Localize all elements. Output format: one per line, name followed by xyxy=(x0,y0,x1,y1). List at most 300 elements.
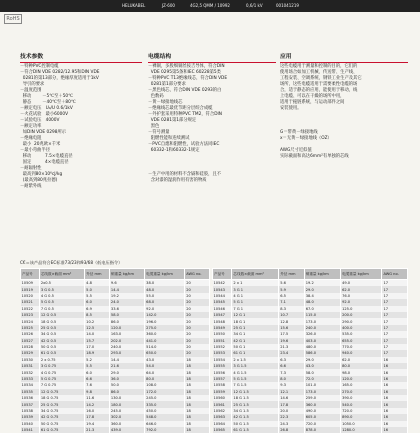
struct-item: 阻燃性能和连续测试 xyxy=(148,136,190,141)
table-cell: 80.0 xyxy=(341,363,382,369)
technical-data-section xyxy=(20,54,142,190)
table-cell: 10535 xyxy=(21,389,40,395)
table-cell: 120.0 xyxy=(341,376,382,382)
tech-item: －试验电压 4000V xyxy=(20,118,60,123)
tech-item: 最小 20兆欧×千米 xyxy=(20,142,61,147)
table-cell: 720.0 xyxy=(341,408,382,414)
table-cell: 18 xyxy=(185,357,210,363)
table-cell: 450.0 xyxy=(145,408,185,414)
table-cell: 50 G 1 xyxy=(232,344,279,350)
table-cell: 20 xyxy=(185,338,210,344)
table-cell: 6.6 xyxy=(85,376,110,382)
table-cell: 10564 xyxy=(213,421,232,427)
table-cell: 18 G 1 xyxy=(232,318,279,324)
table-cell: 5 G 1.5 xyxy=(232,376,279,382)
table-cell: 548.0 xyxy=(145,414,185,420)
table-cell: 86.0 xyxy=(109,389,144,395)
table-cell: 17 xyxy=(382,331,408,337)
table-cell: 18.9 xyxy=(85,350,110,356)
table-cell: 19.2 xyxy=(109,293,144,299)
table-cell: 245.0 xyxy=(109,408,144,414)
table-cell: 17.0 xyxy=(85,344,110,350)
table-cell: 10527 xyxy=(21,338,40,344)
table-cell: 10542 xyxy=(213,280,232,287)
table-cell: 43.0 xyxy=(304,363,340,369)
cable-print-banner xyxy=(0,0,420,12)
table-row xyxy=(213,427,408,433)
table-cell: 18 G 1.5 xyxy=(232,395,279,401)
table-cell: 29.0 xyxy=(304,357,340,363)
table-cell: 17 xyxy=(382,325,408,331)
tech-item: －符合DIN VDE 0282/12.95和DIN VDE xyxy=(20,70,100,75)
table-cell: 58.0 xyxy=(304,369,340,375)
app-item: 使用场合如加工机械、传送带、生产线、 xyxy=(280,70,358,75)
table-header-cell: 芯线数×截面 mm² xyxy=(232,269,279,280)
table-cell: 14.0 xyxy=(85,331,110,337)
table-cell: 293.0 xyxy=(109,350,144,356)
table-cell: 34 G 1 xyxy=(232,331,279,337)
table-cell: 439.0 xyxy=(109,427,144,433)
table-cell: 12 G 1.5 xyxy=(232,389,279,395)
table-cell: 173.0 xyxy=(304,318,340,324)
table-cell: 18 xyxy=(185,376,210,382)
table-cell: 43.0 xyxy=(145,357,185,363)
table-cell: 2 x 1.5 xyxy=(232,357,279,363)
tech-item: －火花试验 最小6000V xyxy=(20,112,69,117)
table-cell: 17 xyxy=(382,280,408,287)
table-cell: 400.0 xyxy=(341,325,382,331)
table-cell: 390.0 xyxy=(341,395,382,401)
tech-item: －温度范围 xyxy=(20,88,42,93)
tech-item: －最小弯曲半径 xyxy=(20,148,51,153)
table-cell: 16 xyxy=(382,363,408,369)
table-cell: 120.0 xyxy=(109,325,144,331)
table-cell: 54.0 xyxy=(145,363,185,369)
table-cell: 10544 xyxy=(213,293,232,299)
table-cell: 5.2 xyxy=(85,357,110,363)
table-cell: 50 G 0.75 xyxy=(39,421,84,427)
table-cell: 10534 xyxy=(21,382,40,388)
table-cell: 20 xyxy=(185,293,210,299)
table-cell: 25 G 1 xyxy=(232,325,279,331)
table-cell: 5 G 0.5 xyxy=(39,299,84,305)
table-cell: 10526 xyxy=(21,331,40,337)
cable-structure-title: 电缆结构 xyxy=(148,54,276,63)
table-cell: 10557 xyxy=(213,376,232,382)
table-cell: 10549 xyxy=(213,325,232,331)
table-cell: 61 G 0.75 xyxy=(39,427,84,433)
tech-item: 0281的第13部分，绝缘厚度适用于1kV xyxy=(20,76,99,81)
table-cell: 9.8 xyxy=(85,389,110,395)
table-header-cell: 铜重量 kg/km xyxy=(304,269,340,280)
struct-item: －黄－绿接地线芯 xyxy=(148,100,183,105)
table-cell: 50.0 xyxy=(109,382,144,388)
table-cell: 403.0 xyxy=(304,338,340,344)
table-cell: 2 x 1 xyxy=(232,280,279,287)
table-cell: 76.0 xyxy=(341,293,382,299)
table-cell: 17 xyxy=(382,299,408,305)
table-cell: 18 xyxy=(185,369,210,375)
table-cell: 10561 xyxy=(213,401,232,407)
table-cell: 360.0 xyxy=(109,421,144,427)
rohs-logo: RoHS xyxy=(4,14,22,24)
table-cell: 34 G 0.5 xyxy=(39,331,84,337)
table-cell: 792.0 xyxy=(145,427,185,433)
table-cell: 5.5 xyxy=(85,293,110,299)
table-cell: 16 xyxy=(382,427,408,433)
application-section xyxy=(280,54,408,160)
table-cell: 15.6 xyxy=(279,325,305,331)
table-cell: 10555 xyxy=(213,363,232,369)
table-cell: 10546 xyxy=(213,306,232,312)
table-cell: 38.0 xyxy=(145,280,185,287)
table-cell: 25 G 1.5 xyxy=(232,401,279,407)
struct-item: －PVC自熄和阻燃性，试验方法同IEC xyxy=(148,142,220,147)
table-cell: 10540 xyxy=(21,421,40,427)
table-cell: 42 G 1 xyxy=(232,338,279,344)
table-cell: 10532 xyxy=(21,369,40,375)
table-cell: 16 xyxy=(382,382,408,388)
app-item: 实际截面和高达6mm²有单独的芯线 xyxy=(280,154,349,159)
table-cell: 4 G 0.75 xyxy=(39,369,84,375)
table-cell: 4 G 0.5 xyxy=(39,293,84,299)
app-item: G＝带黄－绿接地线 xyxy=(280,130,318,135)
table-cell: 92.0 xyxy=(145,306,185,312)
tech-item: 固定 4×电缆直径 xyxy=(20,160,69,165)
table-cell: 10530 xyxy=(21,357,40,363)
table-cell: 17.8 xyxy=(85,414,110,420)
table-cell: 6.3 xyxy=(279,357,305,363)
app-item: 工程安装、空调系统，钢铁工业生产及其它 xyxy=(280,76,362,81)
table-cell: 240.0 xyxy=(109,344,144,350)
table-cell: 19.4 xyxy=(85,421,110,427)
table-cell: 12.8 xyxy=(279,318,305,324)
table-cell: 14.2 xyxy=(85,401,110,407)
app-item: 安装使用。 xyxy=(280,106,302,111)
table-cell: 10556 xyxy=(213,369,232,375)
table-cell: 12.5 xyxy=(85,325,110,331)
table-cell: 92.0 xyxy=(341,299,382,305)
tech-item: 移动 7.5×电缆直径 xyxy=(20,154,73,159)
table-header-cell: 外径 mm xyxy=(85,269,110,280)
app-item: 场所，这些电缆适用于需要柔性电缆的场 xyxy=(280,82,358,87)
table-cell: 240.0 xyxy=(304,325,340,331)
table-cell: 72.0 xyxy=(304,376,340,382)
table-cell: 14.4 xyxy=(109,286,144,292)
table-cell: 3 G 1 xyxy=(232,286,279,292)
struct-item: 含对漆的湿润作用有害的物质 xyxy=(148,178,207,183)
table-cell: 20 xyxy=(185,325,210,331)
table-cell: 7.6 xyxy=(85,382,110,388)
table-cell: 10552 xyxy=(213,344,232,350)
table-cell: 14.6 xyxy=(279,395,305,401)
table-cell: 5.0 xyxy=(85,286,110,292)
table-cell: 1280.0 xyxy=(341,427,382,433)
table-cell: 2x0.5 xyxy=(39,280,84,287)
table-cell: 10541 xyxy=(21,427,40,433)
table-cell: 890.0 xyxy=(341,414,382,420)
table-cell: 17.8 xyxy=(279,401,305,407)
table-cell: 163.0 xyxy=(109,331,144,337)
struct-item: 黑色 xyxy=(148,124,160,129)
table-cell: 270.0 xyxy=(341,389,382,395)
table-cell: 10523 xyxy=(21,312,40,318)
table-cell: 8.5 xyxy=(85,312,110,318)
table-cell: 10558 xyxy=(213,382,232,388)
app-item: 合，适于静态的应用，能使用于移动，线 xyxy=(280,88,358,93)
tech-item: －额定电压 U₀/U 0.6/1kV xyxy=(20,106,73,111)
table-row xyxy=(21,427,210,433)
table-cell: 98.0 xyxy=(341,369,382,375)
table-cell: 17 xyxy=(382,338,408,344)
table-cell: 878.0 xyxy=(304,427,340,433)
cable-serial: 001041219 xyxy=(276,3,299,8)
cable-structure-section xyxy=(148,54,276,184)
table-cell: 36.0 xyxy=(109,376,144,382)
table-cell: 50 G 0.5 xyxy=(39,344,84,350)
table-cell: 101.0 xyxy=(304,382,340,388)
table-cell: 4.8 xyxy=(85,280,110,287)
table-cell: 24.3 xyxy=(279,421,305,427)
table-cell: 165.0 xyxy=(341,382,382,388)
table-cell: 10562 xyxy=(213,408,232,414)
table-cell: 11.6 xyxy=(85,395,110,401)
table-cell: 940.0 xyxy=(341,350,382,356)
table-cell: 16 xyxy=(382,357,408,363)
table-cell: 18 xyxy=(185,401,210,407)
table-cell: 9.6 xyxy=(109,280,144,287)
table-cell: 18 xyxy=(185,414,210,420)
table-cell: 64.0 xyxy=(145,369,185,375)
table-cell: 48.0 xyxy=(304,299,340,305)
table-cell: 49.0 xyxy=(341,280,382,287)
table-header-cell: AWG no. xyxy=(382,269,408,280)
table-cell: 5.5 xyxy=(85,363,110,369)
table-cell: 18 G 0.5 xyxy=(39,318,84,324)
table-cell: 10554 xyxy=(213,357,232,363)
table-cell: 38.4 xyxy=(304,293,340,299)
table-cell: 21.6 xyxy=(109,363,144,369)
table-cell: 10522 xyxy=(21,306,40,312)
table-cell: 10509 xyxy=(21,280,40,287)
table-cell: 18 xyxy=(185,389,210,395)
table-cell: 18 xyxy=(185,382,210,388)
technical-data-title: 技术参数 xyxy=(20,54,142,63)
table-cell: 20 xyxy=(185,312,210,318)
spec-table-left xyxy=(20,268,210,433)
table-cell: 172.0 xyxy=(145,389,185,395)
table-cell: 10560 xyxy=(213,395,232,401)
table-cell: 259.0 xyxy=(304,395,340,401)
table-cell: 5 G 1 xyxy=(232,299,279,305)
tech-item: 移动 －5℃至＋50℃ xyxy=(20,94,73,99)
application-list xyxy=(280,64,408,160)
table-cell: 646.0 xyxy=(145,421,185,427)
table-cell: 10539 xyxy=(21,414,40,420)
table-cell: 720.0 xyxy=(304,421,340,427)
struct-item: －绝缘线芯最优节距分层绞合成缆 xyxy=(148,106,213,111)
table-cell: 7 G 1.5 xyxy=(232,382,279,388)
table-cell: 12 G 1 xyxy=(232,312,279,318)
table-cell: 7.1 xyxy=(279,299,305,305)
table-cell: 142.0 xyxy=(145,312,185,318)
table-cell: 42 G 1.5 xyxy=(232,414,279,420)
table-cell: 10.7 xyxy=(279,312,305,318)
table-cell: 245.0 xyxy=(145,395,185,401)
table-cell: 29.0 xyxy=(109,369,144,375)
struct-item: －特种PVC T13绝缘线芯，符合DIN VDE xyxy=(148,76,228,81)
cable-structure-list xyxy=(148,64,276,184)
table-cell: 7.3 xyxy=(279,369,305,375)
cable-brand: HELUKABEL xyxy=(122,3,146,8)
tech-item: 导引的要求 xyxy=(20,82,45,87)
table-cell: 19.2 xyxy=(304,280,340,287)
table-cell: 1050.0 xyxy=(341,421,382,427)
table-cell: 17 xyxy=(382,306,408,312)
table-cell: 16 xyxy=(382,414,408,420)
table-cell: 10525 xyxy=(21,325,40,331)
table-cell: 20 xyxy=(185,318,210,324)
table-cell: 10537 xyxy=(21,401,40,407)
table-cell: 20 xyxy=(185,299,210,305)
table-cell: 10543 xyxy=(213,286,232,292)
table-cell: 5.6 xyxy=(279,280,305,287)
table-cell: 21.3 xyxy=(85,427,110,433)
tech-item: －耐紫外线 xyxy=(20,184,42,189)
table-cell: 10545 xyxy=(213,299,232,305)
table-cell: 20 xyxy=(185,331,210,337)
table-cell: 10531 xyxy=(21,363,40,369)
table-cell: 14.4 xyxy=(109,357,144,363)
table-cell: 26.8 xyxy=(279,427,305,433)
table-cell: 108.0 xyxy=(145,382,185,388)
tech-item: 最高到80×10⁶cJ/kg xyxy=(20,172,63,177)
table-cell: 80.0 xyxy=(145,376,185,382)
table-cell: 5 G 0.75 xyxy=(39,376,84,382)
app-item: x＝无黄－绿接地线（OZ） xyxy=(280,136,332,141)
application-title: 应用 xyxy=(280,54,408,63)
table-header-cell: 产品号 xyxy=(213,269,232,280)
table-row xyxy=(213,280,408,287)
cable-voltage: 0,6/1 kV xyxy=(246,3,263,8)
tech-item: 如DIN VDE 0298所示 xyxy=(20,130,67,135)
struct-item: －生产中用的材料不含镉和硅胶，且不 xyxy=(148,172,222,177)
table-cell: 15.7 xyxy=(85,338,110,344)
table-cell: 650.0 xyxy=(145,350,185,356)
table-cell: 200.0 xyxy=(341,312,382,318)
tech-item: (最高到80兆拉德) xyxy=(20,178,58,183)
table-cell: 9.3 xyxy=(279,382,305,388)
table-cell: 4 G 1.5 xyxy=(232,369,279,375)
table-cell: 17 xyxy=(382,312,408,318)
table-cell: 23.4 xyxy=(279,350,305,356)
table-cell: 18 G 0.75 xyxy=(39,395,84,401)
table-cell: 29.0 xyxy=(304,286,340,292)
table-cell: 10524 xyxy=(21,318,40,324)
table-cell: 18 xyxy=(185,421,210,427)
table-cell: 180.0 xyxy=(109,401,144,407)
table-cell: 655.0 xyxy=(341,338,382,344)
table-cell: 34 G 0.75 xyxy=(39,408,84,414)
struct-item: －黑色线芯，符合DIN VDE 0293的白 xyxy=(148,88,222,93)
table-cell: 61 G 1.5 xyxy=(232,427,279,433)
table-cell: 16 xyxy=(382,408,408,414)
table-cell: 586.0 xyxy=(304,350,340,356)
table-cell: 540.0 xyxy=(341,401,382,407)
table-cell: 125.0 xyxy=(341,306,382,312)
table-cell: 18 xyxy=(185,363,210,369)
table-cell: 6.5 xyxy=(279,293,305,299)
table-cell: 6.0 xyxy=(85,299,110,305)
table-cell: 67.0 xyxy=(304,306,340,312)
table-cell: 480.0 xyxy=(304,344,340,350)
struct-item: VDE 0281第1部分规定 xyxy=(148,118,197,123)
table-cell: 16 xyxy=(382,401,408,407)
table-cell: 10519 xyxy=(21,286,40,292)
table-cell: 10550 xyxy=(213,331,232,337)
struct-item: 色数码 xyxy=(148,94,164,99)
table-cell: 202.0 xyxy=(109,338,144,344)
cable-spec: 4G2,5 QMM / 10992 xyxy=(190,3,230,8)
table-cell: 86.0 xyxy=(109,318,144,324)
table-cell: 12 G 0.5 xyxy=(39,312,84,318)
table-cell: 17 xyxy=(382,286,408,292)
table-cell: 18 xyxy=(185,408,210,414)
table-cell: 22.3 xyxy=(279,414,305,420)
table-cell: 6.0 xyxy=(85,369,110,375)
table-cell: 33.6 xyxy=(109,306,144,312)
table-cell: 441.0 xyxy=(145,338,185,344)
table-cell: 10520 xyxy=(21,293,40,299)
table-cell: 302.0 xyxy=(109,414,144,420)
table-cell: 68.0 xyxy=(145,299,185,305)
table-cell: 21.3 xyxy=(279,344,305,350)
struct-item: 0281第1部分要求 xyxy=(148,82,186,87)
app-item: 上电缆、可以在干燥的场所中用， xyxy=(280,94,345,99)
table-cell: 20 xyxy=(185,350,210,356)
table-cell: 10551 xyxy=(213,338,232,344)
cable-type: JZ-600 xyxy=(162,3,175,8)
table-cell: 20 xyxy=(185,280,210,287)
table-cell: 58.0 xyxy=(109,312,144,318)
table-cell: 42 G 0.5 xyxy=(39,338,84,344)
table-cell: 18 xyxy=(185,427,210,433)
table-header-cell: 产品号 xyxy=(21,269,40,280)
struct-item: －符号测量 xyxy=(148,130,170,135)
table-cell: 8.0 xyxy=(279,376,305,382)
table-cell: 10559 xyxy=(213,389,232,395)
table-row xyxy=(21,280,210,287)
struct-item: －外护套采用特种PVC TM2，符合DIN xyxy=(148,112,223,117)
table-cell: 3 G 1.5 xyxy=(232,363,279,369)
table-cell: 12 G 0.75 xyxy=(39,389,84,395)
table-cell: 18 xyxy=(185,395,210,401)
table-cell: 7 G 0.75 xyxy=(39,382,84,388)
table-cell: 10529 xyxy=(21,350,40,356)
table-cell: 17 xyxy=(382,293,408,299)
table-cell: 17.5 xyxy=(279,331,305,337)
standards-note: C€＝该产品符合EC标准73/23和93/68（低电压指令） xyxy=(20,260,123,265)
tech-item: －耐辐射性 xyxy=(20,166,42,171)
table-cell: 16 xyxy=(382,376,408,382)
table-cell: 335.0 xyxy=(145,401,185,407)
table-cell: 16.0 xyxy=(85,408,110,414)
table-header-cell: 芯线数×截面 mm² xyxy=(39,269,84,280)
table-cell: 5.9 xyxy=(279,286,305,292)
table-cell: 130.0 xyxy=(109,395,144,401)
table-cell: 7 G 0.5 xyxy=(39,306,84,312)
table-cell: 10548 xyxy=(213,318,232,324)
